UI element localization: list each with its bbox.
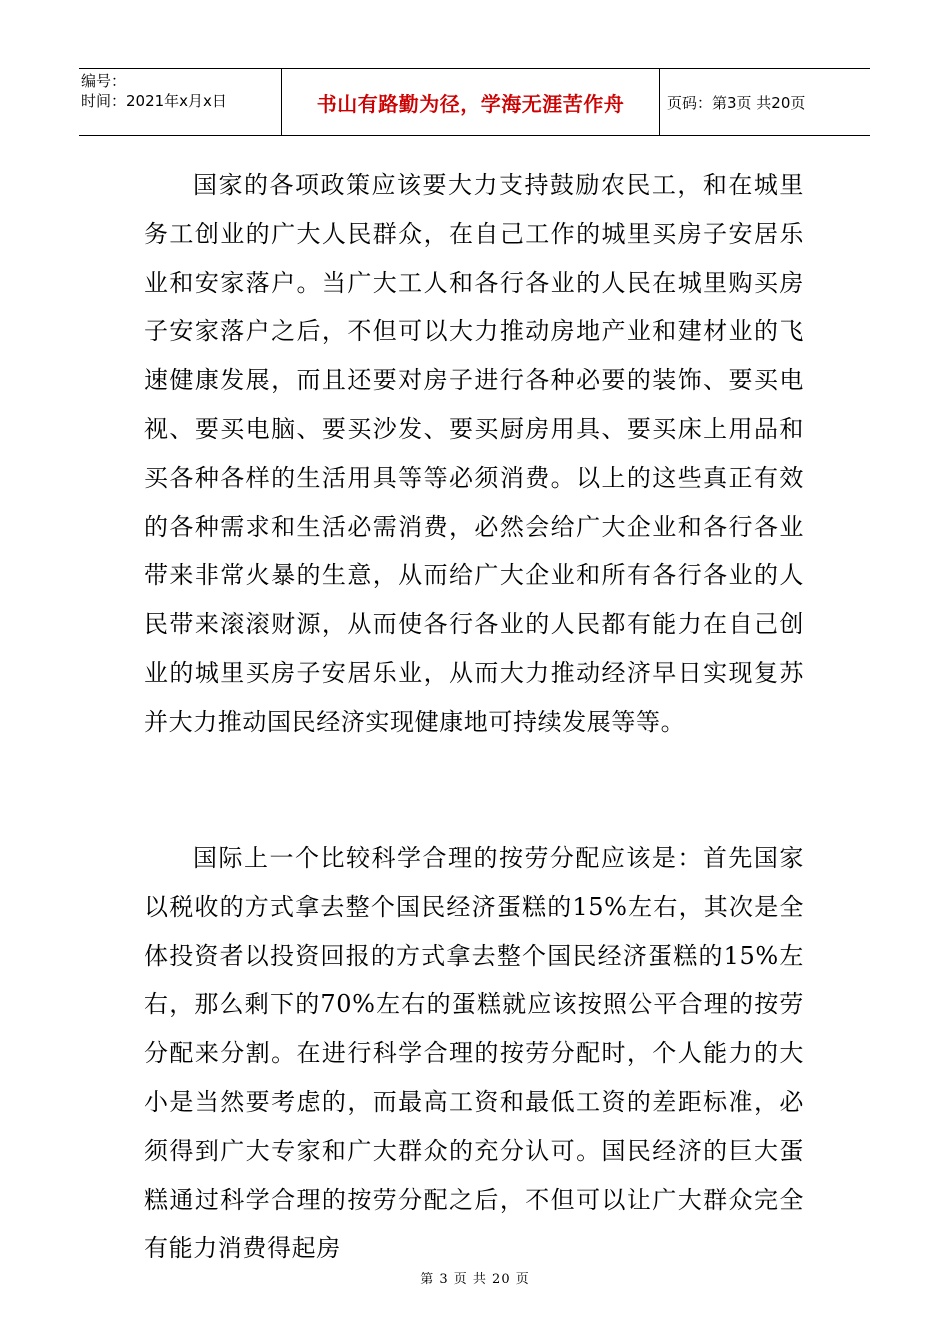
header-page-info: 页码：第3页 共20页 (667, 93, 806, 112)
header-motto-cell (282, 69, 660, 135)
header-meta-cell (79, 69, 282, 135)
body-paragraph-1: 国家的各项政策应该要大力支持鼓励农民工，和在城里务工创业的广大人民群众，在自己工作的城里买房子安居乐业和安家落户。当广大工人和各行各业的人民在城里购买房子安家落户之后，不但可以大力推动房地产业和建材业的飞速健康发展，而且还要对房子进行各种必要的装饰、要买电视、要买电脑、要买沙发、要买厨房用具、要买床上用品和买各种各样的生活用具等等必须消费。以上的这些真正有效的各种需求和生活必需消费，必然会给广大企业和各行各业带来非常火暴的生意，从而给广大企业和所有各行各业的人民带来滚滚财源，从而使各行各业的人民都有能力在自己创业的城里买房子安居乐业，从而大力推动经济早日实现复苏并大力推动国民经济实现健康地可持续发展等等。 (144, 171, 804, 736)
header-page-cell (660, 69, 870, 135)
document-header (79, 68, 870, 136)
body-paragraph-2: 国际上一个比较科学合理的按劳分配应该是：首先国家以税收的方式拿去整个国民经济蛋糕的15%左右，其次是全体投资者以投资回报的方式拿去整个国民经济蛋糕的15%左右，那么剩下的70%左右的蛋糕就应该按照公平合理的按劳分配来分割。在进行科学合理的按劳分配时，个人能力的大小是当然要考虑的，而最高工资和最低工资的差距标准，必须得到广大专家和广大群众的充分认可。国民经济的巨大蛋糕通过科学合理的按劳分配之后，不但可以让广大群众完全有能力消费得起房 (144, 844, 804, 1263)
document-number-label: 编号： (81, 72, 127, 90)
document-date-label: 时间：2021年x月x日 (81, 92, 227, 110)
page-footer: 第 3 页 共 20 页 (420, 1272, 530, 1287)
header-motto: 书山有路勤为径，学海无涯苦作舟 (316, 91, 625, 116)
